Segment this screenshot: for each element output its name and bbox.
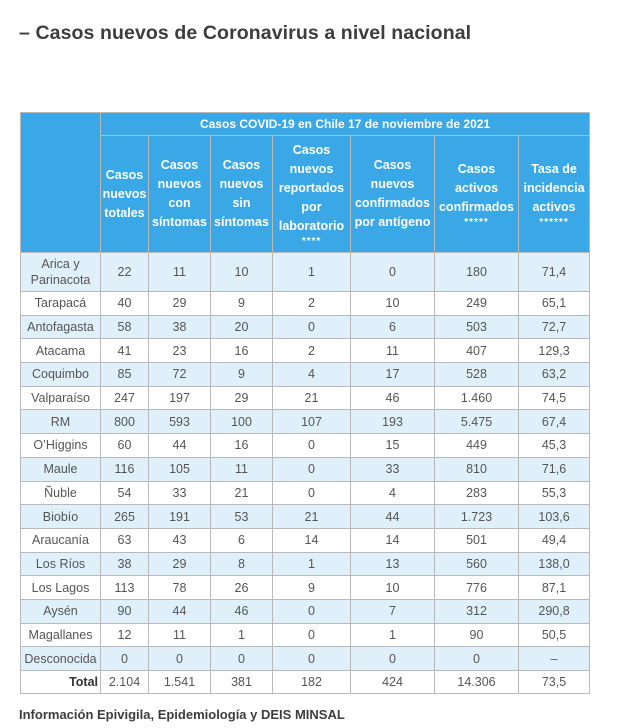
table-cell: 0 — [101, 647, 149, 671]
table-cell: 501 — [435, 528, 519, 552]
table-cell: 6 — [351, 315, 435, 339]
table-row — [21, 457, 590, 481]
table-cell: 16 — [211, 434, 273, 458]
table-cell: 528 — [435, 363, 519, 387]
column-header-footnote-marker: ****** — [539, 216, 569, 228]
table-cell: 22 — [101, 253, 149, 292]
region-name-cell: Biobío — [21, 505, 101, 529]
column-header-label: Casos nuevos sin síntomas — [214, 158, 269, 229]
total-cell: 182 — [273, 671, 351, 694]
table-cell: 21 — [273, 505, 351, 529]
table-cell: 90 — [435, 623, 519, 647]
column-header-label: Casos nuevos reportados por laboratorio — [278, 142, 345, 233]
column-header — [211, 136, 273, 253]
table-cell: 38 — [101, 552, 149, 576]
table-cell: 0 — [273, 623, 351, 647]
column-header — [149, 136, 211, 253]
table-cell: 1 — [211, 623, 273, 647]
table-cell: 50,5 — [519, 623, 590, 647]
table-cell: 129,3 — [519, 339, 590, 363]
table-cell: 247 — [101, 386, 149, 410]
column-header-label: Casos nuevos confirmados por antígeno — [354, 158, 431, 229]
region-name-cell: O’Higgins — [21, 434, 101, 458]
table-cell: 46 — [211, 599, 273, 623]
region-name-cell: Tarapacá — [21, 292, 101, 316]
table-cell: 312 — [435, 599, 519, 623]
table-cell: 46 — [351, 386, 435, 410]
region-name-cell: Antofagasta — [21, 315, 101, 339]
table-cell: 43 — [149, 528, 211, 552]
table-row — [21, 292, 590, 316]
table-cell: 4 — [273, 363, 351, 387]
table-cell: 55,3 — [519, 481, 590, 505]
table-cell: 197 — [149, 386, 211, 410]
table-cell: 14 — [273, 528, 351, 552]
table-cell: 17 — [351, 363, 435, 387]
region-name-cell: Los Ríos — [21, 552, 101, 576]
table-cell: 9 — [211, 363, 273, 387]
table-cell: 113 — [101, 576, 149, 600]
table-cell: 283 — [435, 481, 519, 505]
table-row — [21, 552, 590, 576]
table-cell: 1 — [351, 623, 435, 647]
region-name-cell: Maule — [21, 457, 101, 481]
column-header-footnote-marker: **** — [301, 235, 322, 247]
table-cell: 180 — [435, 253, 519, 292]
table-cell: 2 — [273, 292, 351, 316]
region-name-cell: Desconocida — [21, 647, 101, 671]
total-row — [21, 671, 590, 694]
table-cell: 0 — [273, 457, 351, 481]
table-row — [21, 315, 590, 339]
total-cell: 381 — [211, 671, 273, 694]
column-header-footnote-marker: ***** — [464, 216, 489, 228]
region-name-cell: Atacama — [21, 339, 101, 363]
table-cell: 191 — [149, 505, 211, 529]
region-name-cell: Magallanes — [21, 623, 101, 647]
table-cell: 53 — [211, 505, 273, 529]
region-name-cell: Coquimbo — [21, 363, 101, 387]
table-cell: 71,6 — [519, 457, 590, 481]
table-cell: 138,0 — [519, 552, 590, 576]
table-cell: 116 — [101, 457, 149, 481]
table-cell: 100 — [211, 410, 273, 434]
table-cell: 0 — [351, 253, 435, 292]
region-name-cell: Aysén — [21, 599, 101, 623]
total-cell: 14.306 — [435, 671, 519, 694]
table-cell: 593 — [149, 410, 211, 434]
table-cell: 20 — [211, 315, 273, 339]
region-name-cell: Los Lagos — [21, 576, 101, 600]
region-name-cell: Valparaíso — [21, 386, 101, 410]
total-cell: 1.541 — [149, 671, 211, 694]
table-row — [21, 434, 590, 458]
table-cell: 33 — [351, 457, 435, 481]
table-cell: 23 — [149, 339, 211, 363]
table-cell: 0 — [435, 647, 519, 671]
region-name-cell: Arica y Parinacota — [21, 253, 101, 292]
table-cell: 503 — [435, 315, 519, 339]
table-cell: 11 — [149, 623, 211, 647]
table-cell: 800 — [101, 410, 149, 434]
column-header-label: Casos activos confirmados — [438, 161, 514, 214]
table-cell: 12 — [101, 623, 149, 647]
table-cell: 65,1 — [519, 292, 590, 316]
table-cell: 63,2 — [519, 363, 590, 387]
total-label: Total — [21, 671, 101, 694]
table-cell: 29 — [149, 292, 211, 316]
table-cell: 63 — [101, 528, 149, 552]
table-row — [21, 363, 590, 387]
table-cell: 10 — [211, 253, 273, 292]
region-header-cell — [21, 113, 101, 253]
table-row — [21, 599, 590, 623]
table-cell: 0 — [273, 315, 351, 339]
region-name-cell: RM — [21, 410, 101, 434]
table-cell: 14 — [351, 528, 435, 552]
table-cell: 9 — [273, 576, 351, 600]
table-row — [21, 410, 590, 434]
table-cell: 72,7 — [519, 315, 590, 339]
table-row — [21, 253, 590, 292]
table-cell: 407 — [435, 339, 519, 363]
table-row — [21, 647, 590, 671]
table-cell: – — [519, 647, 590, 671]
table-row — [21, 386, 590, 410]
table-cell: 44 — [149, 599, 211, 623]
region-name-cell: Araucanía — [21, 528, 101, 552]
table-cell: 60 — [101, 434, 149, 458]
table-cell: 1.460 — [435, 386, 519, 410]
table-cell: 290,8 — [519, 599, 590, 623]
table-cell: 4 — [351, 481, 435, 505]
table-super-header: Casos COVID-19 en Chile 17 de noviembre de 2021 — [101, 113, 590, 136]
table-cell: 67,4 — [519, 410, 590, 434]
table-cell: 1 — [273, 552, 351, 576]
table-cell: 44 — [149, 434, 211, 458]
table-cell: 11 — [149, 253, 211, 292]
table-cell: 9 — [211, 292, 273, 316]
table-cell: 13 — [351, 552, 435, 576]
table-cell: 45,3 — [519, 434, 590, 458]
table-cell: 2 — [273, 339, 351, 363]
table-cell: 0 — [273, 599, 351, 623]
table-cell: 8 — [211, 552, 273, 576]
table-row — [21, 576, 590, 600]
table-cell: 54 — [101, 481, 149, 505]
table-cell: 6 — [211, 528, 273, 552]
table-cell: 0 — [273, 647, 351, 671]
table-cell: 5.475 — [435, 410, 519, 434]
table-cell: 0 — [211, 647, 273, 671]
table-cell: 33 — [149, 481, 211, 505]
table-row — [21, 505, 590, 529]
table-cell: 11 — [351, 339, 435, 363]
table-cell: 29 — [211, 386, 273, 410]
table-cell: 1.723 — [435, 505, 519, 529]
table-cell: 58 — [101, 315, 149, 339]
table-cell: 72 — [149, 363, 211, 387]
table-cell: 105 — [149, 457, 211, 481]
table-cell: 40 — [101, 292, 149, 316]
table-cell: 265 — [101, 505, 149, 529]
table-cell: 74,5 — [519, 386, 590, 410]
table-cell: 71,4 — [519, 253, 590, 292]
column-header — [351, 136, 435, 253]
region-name-cell: Ñuble — [21, 481, 101, 505]
table-row — [21, 481, 590, 505]
column-header-label: Tasa de incidencia activos — [523, 161, 585, 214]
column-header — [101, 136, 149, 253]
table-cell: 560 — [435, 552, 519, 576]
covid-cases-table — [20, 112, 590, 694]
column-header — [519, 136, 590, 253]
table-cell: 90 — [101, 599, 149, 623]
table-row — [21, 623, 590, 647]
total-cell: 73,5 — [519, 671, 590, 694]
table-cell: 0 — [273, 434, 351, 458]
table-cell: 0 — [149, 647, 211, 671]
table-cell: 44 — [351, 505, 435, 529]
table-cell: 11 — [211, 457, 273, 481]
table-cell: 193 — [351, 410, 435, 434]
table-cell: 7 — [351, 599, 435, 623]
table-cell: 29 — [149, 552, 211, 576]
source-footer: Información Epivigila, Epidemiología y DEIS MINSAL — [19, 707, 345, 722]
table-row — [21, 528, 590, 552]
table-cell: 15 — [351, 434, 435, 458]
table-cell: 449 — [435, 434, 519, 458]
table-cell: 0 — [273, 481, 351, 505]
table-cell: 21 — [273, 386, 351, 410]
table-cell: 103,6 — [519, 505, 590, 529]
table-cell: 1 — [273, 253, 351, 292]
table-cell: 16 — [211, 339, 273, 363]
column-header-label: Casos nuevos con síntomas — [152, 158, 207, 229]
table-cell: 0 — [351, 647, 435, 671]
column-header-label: Casos nuevos totales — [102, 167, 147, 220]
table-cell: 107 — [273, 410, 351, 434]
column-header — [435, 136, 519, 253]
table-cell: 10 — [351, 576, 435, 600]
total-cell: 424 — [351, 671, 435, 694]
table-cell: 10 — [351, 292, 435, 316]
table-cell: 38 — [149, 315, 211, 339]
table-cell: 21 — [211, 481, 273, 505]
page-heading: – Casos nuevos de Coronavirus a nivel nacional — [19, 22, 472, 44]
table-cell: 85 — [101, 363, 149, 387]
total-cell: 2.104 — [101, 671, 149, 694]
table-cell: 78 — [149, 576, 211, 600]
table-cell: 249 — [435, 292, 519, 316]
table-cell: 810 — [435, 457, 519, 481]
table-cell: 26 — [211, 576, 273, 600]
table-cell: 87,1 — [519, 576, 590, 600]
table-row — [21, 339, 590, 363]
column-header — [273, 136, 351, 253]
table-cell: 41 — [101, 339, 149, 363]
table-cell: 49,4 — [519, 528, 590, 552]
table-cell: 776 — [435, 576, 519, 600]
